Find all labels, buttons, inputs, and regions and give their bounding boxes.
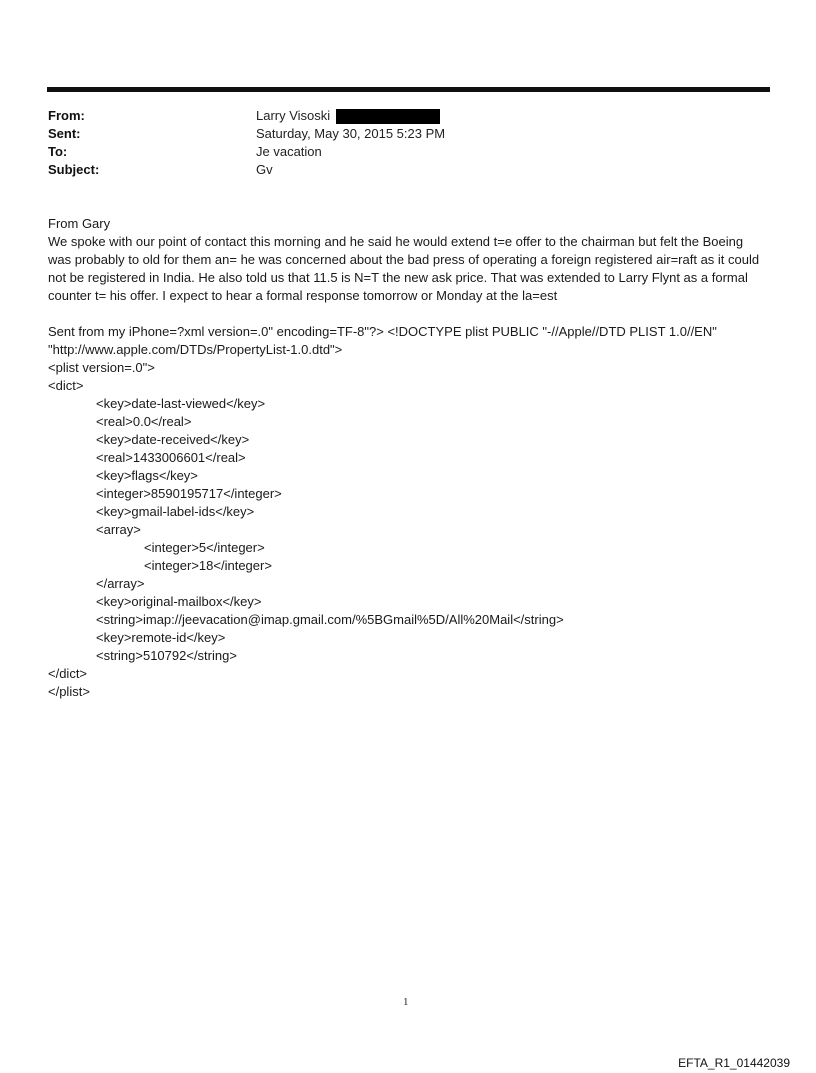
plist-line: <real>0.0</real>	[96, 414, 192, 429]
plist-line: <key>original-mailbox</key>	[96, 594, 262, 609]
to-value: Je vacation	[256, 144, 322, 159]
plist-line: <array>	[96, 522, 141, 537]
from-row	[48, 107, 748, 125]
message-paragraph: We spoke with our point of contact this morning and he said he would extend t=e offer to the chairman but felt the Boeing was probably to old for them an= he was concerned about the bad press of operating a foreign registered air=raft as it could not be registered in India. He also told us that 11.5 is N=T the new ask price. That was extended to Larry Flynt as a formal counter t= his offer. I expect to hear a formal response tomorrow or Monday at the la=est	[48, 234, 760, 303]
email-header	[48, 107, 748, 179]
plist-open-line: <plist version=.0">	[48, 360, 155, 375]
paragraph-spacer	[48, 305, 768, 323]
to-row	[48, 143, 748, 161]
plist-line: <real>1433006601</real>	[96, 450, 246, 465]
sent-value: Saturday, May 30, 2015 5:23 PM	[256, 126, 446, 141]
plist-close-line: </plist>	[48, 684, 90, 699]
subject-row	[48, 161, 748, 179]
plist-line: </array>	[96, 576, 145, 591]
from-label: From:	[48, 108, 85, 123]
dtd-url-line: "http://www.apple.com/DTDs/PropertyList-1.0.dtd">	[48, 342, 343, 357]
plist-line: <key>date-last-viewed</key>	[96, 396, 266, 411]
from-value	[256, 107, 440, 125]
plist-line: <integer>5</integer>	[144, 540, 265, 555]
plist-line: <string>510792</string>	[96, 648, 237, 663]
plist-line: <integer>18</integer>	[144, 558, 272, 573]
sent-label: Sent:	[48, 126, 81, 141]
email-body	[48, 215, 768, 701]
plist-line: <integer>8590195717</integer>	[96, 486, 282, 501]
document-id: EFTA_R1_01442039	[678, 1056, 790, 1070]
page-number: 1	[403, 996, 409, 1008]
dict-open-line: <dict>	[48, 378, 84, 393]
sender-name: Larry Visoski	[256, 108, 331, 123]
dict-close-line: </dict>	[48, 666, 88, 681]
subject-label: Subject:	[48, 162, 100, 177]
plist-line: <key>gmail-label-ids</key>	[96, 504, 255, 519]
sent-row	[48, 125, 748, 143]
header-rule	[47, 87, 770, 92]
plist-line: <key>flags</key>	[96, 468, 198, 483]
plist-line: <key>remote-id</key>	[96, 630, 226, 645]
sent-from-line: Sent from my iPhone=?xml version=.0" encoding=TF-8"?> <!DOCTYPE plist PUBLIC "-//Apple//DTD PLIST 1.0//EN"	[48, 324, 717, 339]
redaction-box	[336, 109, 440, 124]
plist-line: <key>date-received</key>	[96, 432, 250, 447]
greeting: From Gary	[48, 216, 111, 231]
plist-line: <string>imap://jeevacation@imap.gmail.com/%5BGmail%5D/All%20Mail</string>	[96, 612, 564, 627]
to-label: To:	[48, 144, 68, 159]
subject-value: Gv	[256, 162, 273, 177]
